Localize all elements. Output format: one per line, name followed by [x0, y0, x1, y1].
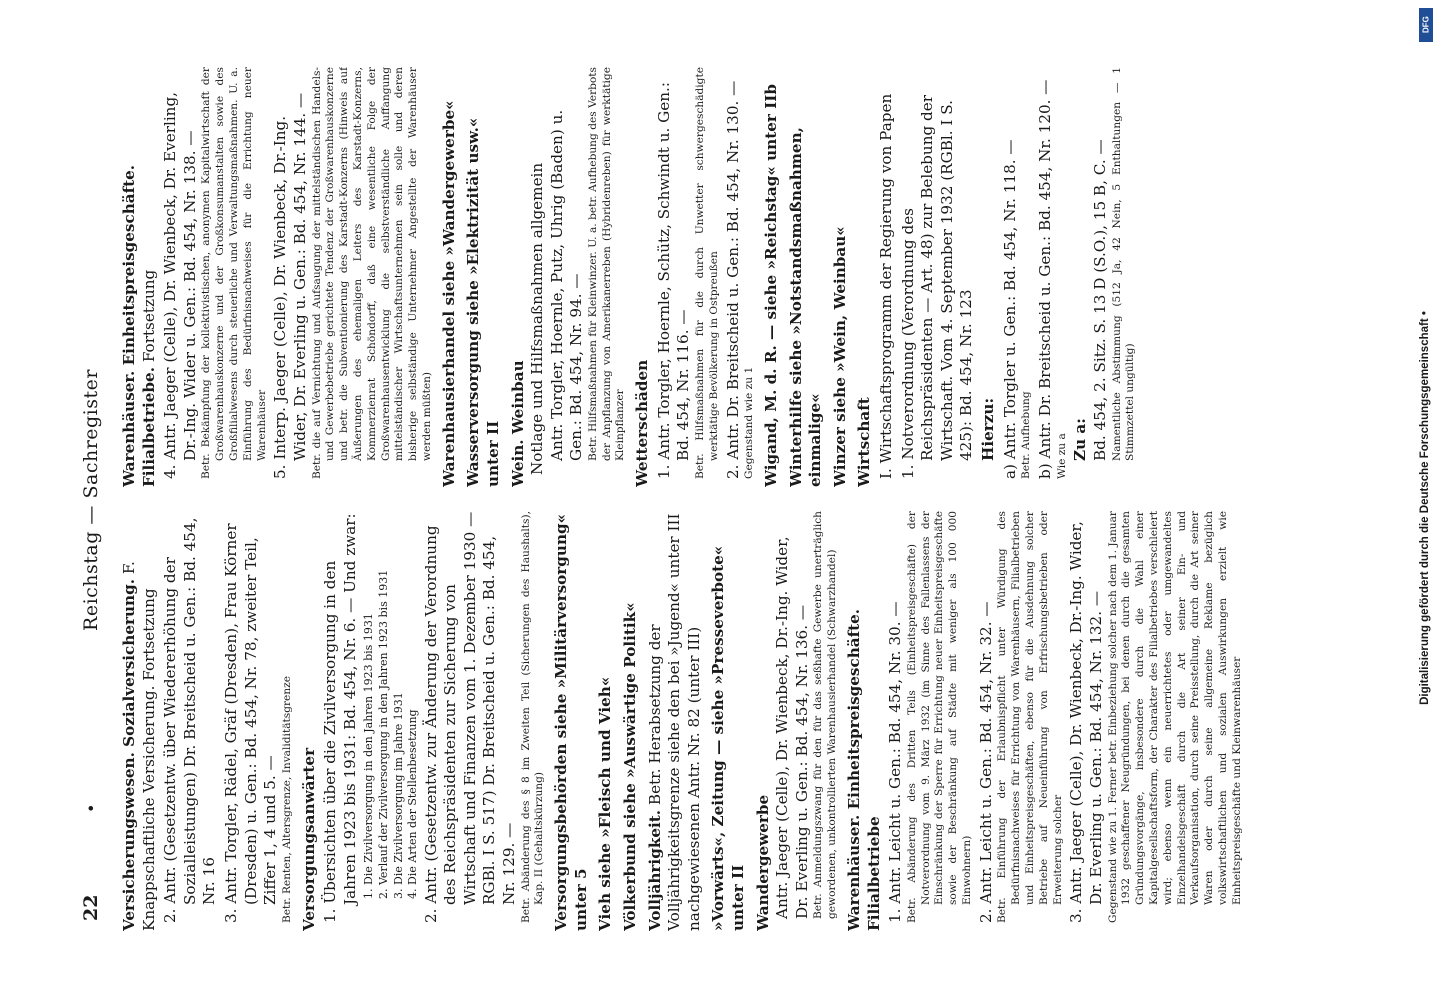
- entry-item-text: 4. Antr. Jaeger (Celle), Dr. Wienbeck, Dr. Everling, Dr.-Ing. Wider u. Gen.: Bd. 454, Nr. 138. —: [161, 91, 199, 479]
- entry-text: Betr. Herabsetzung der Volljährigkeitsgrenze siehe den bei »Jugend« unter III nachgewiesenen Antr. Nr. 82 (unter III): [645, 513, 703, 931]
- entry-item-text: a) Antr. Torgler u. Gen.: Bd. 454, Nr. 118. —: [1000, 139, 1019, 479]
- entry-item: [271, 67, 434, 487]
- entry-winterhilfe: Winterhilfe siehe »Notstandsmaßnahmen, einmalige«: [786, 127, 825, 487]
- entry-item-text: 5. Interp. Jaeger (Celle), Dr. Wienbeck, Dr.-Ing. Wider, Dr. Everling u. Gen.: Bd. 454, Nr. 144. —: [271, 92, 309, 479]
- entry-heading: Versicherungswesen. Sozialversicherung.: [120, 578, 138, 931]
- entry-item-text: 2. Antr. (Gesetzentw. zur Änderung der Verordnung des Reichspräsidenten zur Sicherung von Wirtschaft und Finanzen vom 1. Dezember 1930 — RGBl. I S. 517) Dr. Breitscheid u. Gen.: Bd. 454, Nr. 129. —: [421, 511, 519, 923]
- digitization-note-text: Digitalisierung gefördert durch die Deutsche Forschungsgemeinschaft •: [1419, 311, 1431, 705]
- entry-wein: [509, 67, 629, 487]
- entry-item: [886, 511, 975, 931]
- entry-subheading: Hierzu:: [978, 397, 997, 461]
- entry-heading-tail: Fortsetzung: [139, 269, 158, 363]
- entry-item-text: 3. Antr. Jaeger (Celle), Dr. Wienbeck, Dr.-Ing. Wider, Dr. Everling u. Gen.: Bd. 454, Nr. 132. —: [1067, 521, 1105, 923]
- entry-vorwaerts: »Vorwärts«, Zeitung — siehe »Presseverbote« unter II: [709, 545, 748, 931]
- entry-heading: Wetterschäden: [633, 359, 652, 487]
- entry-item: [1036, 67, 1069, 487]
- entry-item-text: Bd. 454, 2. Sitz. S. 13 D (S.O.), 15 B, C. —: [1090, 139, 1109, 461]
- entry-voelkerbund: Völkerbund siehe »Auswärtige Politik«: [621, 602, 640, 931]
- entry-item: 1. Übersichten über die Zivilversorgung in den Jahren 1923 bis 1931: Bd. 454, Nr. 6. — Und zwar:: [321, 513, 359, 923]
- entry-item-note: Betr. Bekämpfung der kollektivistischen, anonymen Kapitalwirtschaft der Großwarenhauskonzerne und der Großkonsumanstalten sowie des Großfilialwesens durch steuerliche und Verwaltungsmaßnahmen. U. a. Einführung des Bedürfnisnachweises für die Errichtung neuer Warenhäuser: [200, 67, 268, 479]
- entry-subitem: 4. Die Arten der Stellenbesetzung: [406, 709, 420, 899]
- entry-subitem: 2. Verlauf der Zivilversorgung in den Jahren 1923 bis 1931: [376, 569, 390, 899]
- left-column: [120, 511, 1352, 931]
- entry-item-text: Antr. Jaeger (Celle), Dr. Wienbeck, Dr.-Ing. Wider, Dr. Everling u. Gen.: Bd. 454, Nr. 136. —: [773, 536, 811, 919]
- dfg-logo: DFG: [1419, 8, 1433, 42]
- entry-item-note: Wie zu a: [1055, 433, 1068, 479]
- entry-item: [655, 67, 722, 487]
- entry-item-text: 3. Antr. Torgler, Rädel, Gräf (Dresden), Frau Körner (Dresden) u. Gen.: Bd. 454, Nr. 78, zweiter Teil, Ziffer 1, 4 und 5. —: [221, 523, 280, 923]
- entry-heading: Warenhäuser. Einheitspreisgeschäfte. Filialbetriebe: [844, 608, 883, 931]
- entry-heading: Wein. Weinbau: [508, 360, 527, 487]
- entry-item: [422, 511, 548, 931]
- entry-heading-tail: F. Knappschaftliche Versicherung. Fortsetzung: [120, 561, 158, 931]
- entry-item-note: Betr. Abänderung des Dritten Teils (Einheitspreisgeschäfte) der Notverordnung vom 9. März 1932 (im Sinne des Fallenlassens der Einschränkung der Sperre für Errichtung neuer Einheitspreisgeschäfte sowie der Beschränkung auf Städte mit weniger als 100 000 Einwohnern): [905, 511, 973, 923]
- entry-wetterschaeden: [633, 67, 757, 487]
- entry-item: I. Wirtschaftsprogramm der Regierung von Papen: [877, 93, 895, 479]
- entry-subitem: 1. Die Zivilversorgung in den Jahren 1923 bis 1931: [362, 613, 376, 899]
- entry-vieh: Vieh siehe »Fleisch und Vieh«: [596, 676, 615, 931]
- digitization-note: [1415, 10, 1434, 990]
- entry-text: [1091, 67, 1138, 487]
- entry-item-note: Gegenstand wie zu 1: [743, 366, 756, 479]
- entry-item-text: Antr. Torgler, Hoernle, Putz, Uhrig (Baden) u. Gen.: Bd. 454, Nr. 94. —: [547, 109, 586, 461]
- entry-item: [161, 67, 269, 487]
- entry-item-note: Betr. Anmeldungszwang für den für das seßhafte Gewerbe unerträglich gewordenen, unkontrollierten Warenhausierhandel (Schwarzhandel): [812, 511, 839, 919]
- entry-item-note: Betr. Abänderung des § 8 im Zweiten Teil (Sicherungen des Haushalts), Kap. II (Gehaltskürzung): [519, 511, 546, 923]
- scanned-page: [72, 55, 1362, 945]
- entry-item: [724, 67, 757, 487]
- entry-item: [1001, 67, 1034, 487]
- entry-item-text: 1. Antr. Leicht u. Gen.: Bd. 454, Nr. 30. —: [886, 601, 905, 923]
- entry-item-note: Betr. Renten, Altersgrenze, Invaliditätsgrenze: [280, 676, 293, 923]
- entry-volljaehrigkeit: [646, 511, 705, 931]
- entry-versorgungsanwaerter: [300, 511, 548, 931]
- entry-item: [1067, 511, 1244, 931]
- entry-item-note: Betr. Hilfsmaßnahmen für Kleinwinzer. U. a. betr. Aufhebung des Verbots der Anpflanzung von Amerikanerreben (Hybridenreben) für werktätige Kleinpflanzer: [586, 67, 627, 461]
- entry-subheading: Zu a:: [1071, 418, 1090, 461]
- entry-subitem: 3. Die Zivilversorgung im Jahre 1931: [391, 692, 405, 899]
- entry-item-note: Betr. Aufhebung: [1020, 391, 1033, 479]
- entry-item-note: Betr. die auf Vernichtung und Aufsaugung der mittelständischen Handels- und Gewerbebetriebe gerichtete Tendenz der Großwarenhauskonzerne und betr. die Subventionierung des Karstadt-Konzerns (Hinweis auf Äußerungen des ehemaligen Leiters des Karstadt-Konzerns, Kommerzienrat Schöndorff, daß eine wesentliche Folge der Großwarenhausentwicklung die selbstverständliche Auffangung mittelständischer Wirtschaftsunternehmen sein solle und deren bisherige selbständige Unternehmer Angestellte der Warenhäuser werden müßten): [310, 67, 433, 479]
- entry-item: [222, 511, 295, 931]
- entry-item-note: Namentliche Abstimmung (512 Ja, 42 Nein, 5 Enthaltungen — 1 Stimmzettel ungültig): [1110, 67, 1137, 461]
- entry-warenhaeuser: [845, 511, 1245, 931]
- entry-heading: Versorgungsanwärter: [299, 747, 318, 931]
- entry-item-note: Gegenstand wie zu 1. Ferner betr. Einbeziehung solcher nach dem 1. Januar 1932 geschaffener Neugründungen, bei denen durch die gesamten Gründungsvorgänge, insbesondere durch die Wahl einer Kapitalgesellschaftsform, der Charakter des Filialbetriebes verschleiert wird; ebenso wenn ein neuerrichtetes oder umgewandeltes Einzelhandelsgeschäft durch die Art seiner Ein- und Verkaufsorganisation, durch seine Preisstellung, durch die Art seiner Waren oder durch seine allgemeine Reklame bezüglich volkswirtschaftlichen und sozialen Auswirkungen erzielt wie Einheitspreisgeschäfte und Kleinwarenhäuser: [1106, 511, 1243, 923]
- entry-text: [548, 67, 629, 487]
- entry-item-text: 1. Antr. Torgler, Hoernle, Schütz, Schwindt u. Gen.: Bd. 454, Nr. 116. —: [654, 82, 693, 479]
- entry-wasserversorgung: Wasserversorgung siehe »Elektrizität usw.« unter II: [464, 117, 502, 487]
- running-head: Reichstag — Sachregister: [80, 369, 102, 631]
- entry-heading: Volljährigkeit.: [645, 809, 664, 931]
- entry-versicherungswesen: [120, 511, 295, 931]
- entry-wigand: Wigand, M. d. R. — siehe »Reichstag« unter IIb: [762, 83, 781, 487]
- entry-subheading: Notlage und Hilfsmaßnahmen allgemein: [528, 162, 547, 475]
- entry-winzer: Winzer siehe »Wein, Weinbau«: [830, 226, 849, 487]
- entry-warenhausierhandel: Warenhausierhandel siehe »Wandergewerbe«: [439, 100, 458, 487]
- entry-versorgungsbehoerden: Versorgungsbehörden siehe »Militärversorgung« unter 5: [552, 513, 590, 931]
- entry-item-note: Betr. Hilfsmaßnahmen für die durch Unwetter schwergeschädigte werktätige Bevölkerung in Ostpreußen: [694, 67, 720, 479]
- entry-item: [977, 511, 1066, 931]
- entry-item: 2. Antr. (Gesetzentw. über Wiedererhöhung der Sozialleistungen) Dr. Breitscheid u. Gen.: Bd. 454, Nr. 16: [161, 517, 219, 923]
- entry-wandergewerbe: [754, 511, 840, 931]
- entry-item-text: 2. Antr. Dr. Breitscheid u. Gen.: Bd. 454, Nr. 130. —: [723, 80, 742, 479]
- entry-item: 1. Notverordnung (Verordnung des Reichspräsidenten — Art. 48) zur Belebung der Wirtschaft. Vom 4. September 1932 (RGBl. I S. 425): Bd. 454, Nr. 123: [898, 95, 976, 479]
- page-header: [80, 55, 112, 945]
- entry-text: [773, 511, 840, 931]
- entry-heading: Wandergewerbe: [753, 794, 772, 931]
- entry-heading: Warenhäuser. Einheitspreisgeschäfte. Filialbetriebe.: [120, 164, 158, 487]
- entry-item-note: Betr. Einführung der Erlaubnispflicht unter Würdigung des Bedürfnisnachweises für Errichtung von Warenhäusern, Filialbetrieben und Einheitspreisgeschäften, ebenso für die Ausdehnung solcher Betriebe auf Neueinführung von Erfrischungsbetrieben oder Erweiterung solcher: [996, 511, 1064, 923]
- entry-item-text: 2. Antr. Leicht u. Gen.: Bd. 454, Nr. 32. —: [976, 601, 995, 923]
- page-number: 22: [80, 894, 102, 921]
- entry-item-text: b) Antr. Dr. Breitscheid u. Gen.: Bd. 454, Nr. 120. —: [1035, 79, 1054, 479]
- right-column: [120, 67, 1352, 487]
- entry-wirtschaft: [855, 67, 1138, 487]
- header-dot: •: [82, 803, 101, 813]
- entry-warenhaeuser-fortsetzung: [120, 67, 435, 487]
- entry-heading: Wirtschaft: [855, 397, 874, 487]
